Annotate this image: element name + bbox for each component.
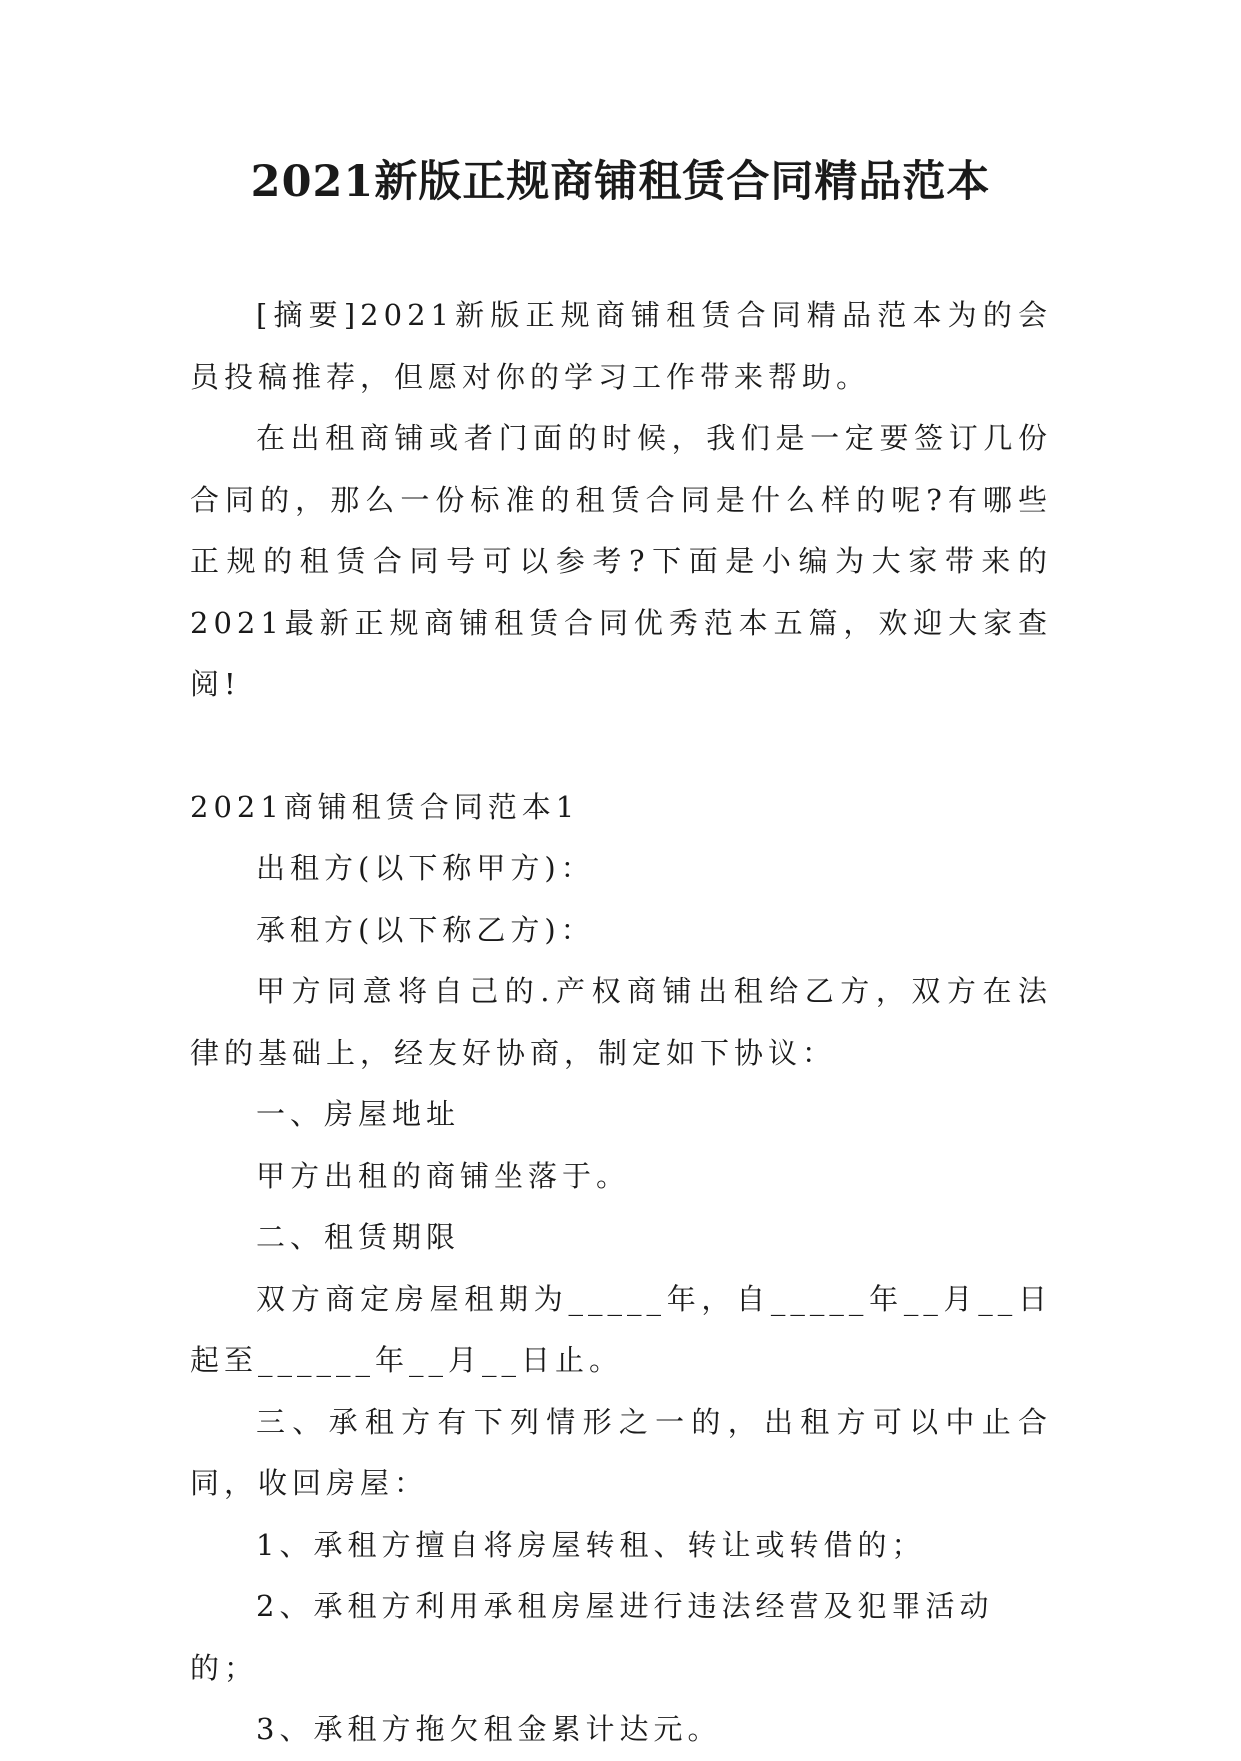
clause-3-title: 三、承租方有下列情形之一的，出租方可以中止合同，收回房屋： [190, 1404, 1052, 1500]
lessor-line: 出租方(以下称甲方)： [256, 851, 595, 885]
abstract-paragraph: [摘要]2021新版正规商铺租赁合同精品范本为的会员投稿推荐，但愿对你的学习工作带来帮助。 [190, 298, 1052, 394]
document-title: 2021新版正规商铺租赁合同精品范本 [250, 157, 991, 207]
clause-3-item-3: 3、承租方拖欠租金累计达元。 [256, 1712, 722, 1746]
lessee-line: 承租方(以下称乙方)： [256, 912, 595, 947]
clause-2-title: 二、租赁期限 [256, 1220, 461, 1254]
section-heading: 2021商铺租赁合同范本1 [190, 789, 580, 824]
intro-paragraph: 在出租商铺或者门面的时候，我们是一定要签订几份合同的，那么一份标准的租赁合同是什么样的呢?有哪些正规的租赁合同号可以参考?下面是小编为大家带来的2021最新正规商铺租赁合同优秀范本五篇，欢迎大家查阅! [190, 421, 1052, 701]
clause-1-title: 一、房屋地址 [256, 1097, 461, 1131]
clause-1-text: 甲方出租的商铺坐落于。 [256, 1158, 631, 1193]
document-body [190, 285, 1052, 1761]
clause-2-text: 双方商定房屋租期为_____年，自_____年__月__日起至______年__月__日止。 [190, 1281, 1052, 1377]
section-spacer [190, 716, 1052, 777]
clause-3-item-1: 1、承租方擅自将房屋转租、转让或转借的； [256, 1527, 926, 1562]
agreement-paragraph: 甲方同意将自己的.产权商铺出租给乙方，双方在法律的基础上，经友好协商，制定如下协议： [190, 974, 1052, 1070]
clause-3-item-2: 2、承租方利用承租房屋进行违法经营及犯罪活动的； [190, 1589, 994, 1685]
